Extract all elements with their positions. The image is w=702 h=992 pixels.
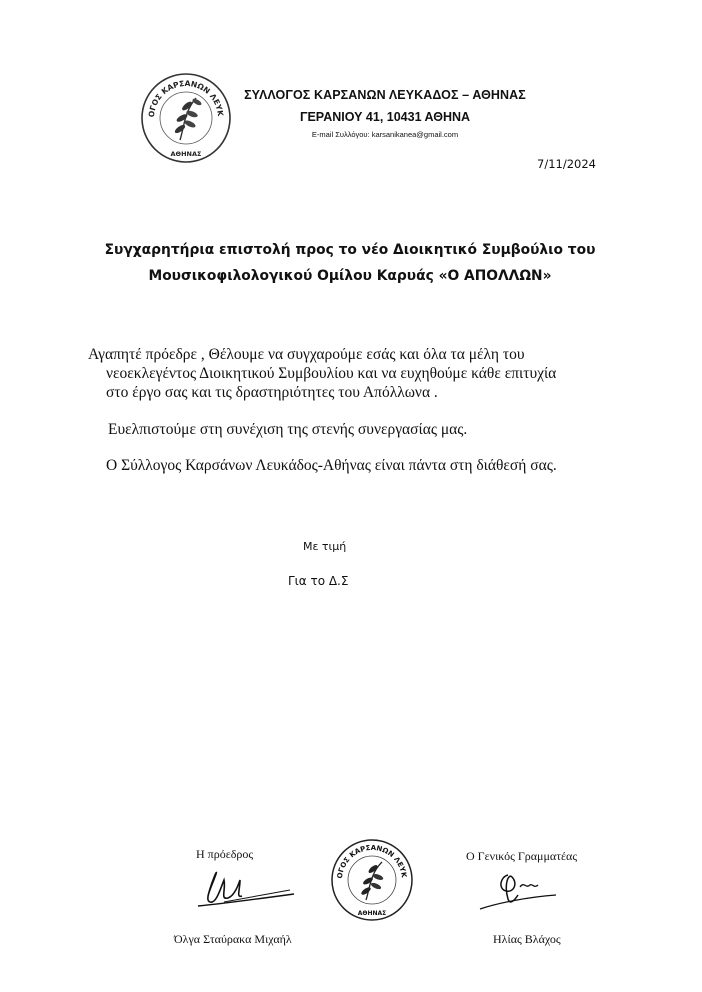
title-line-1: Συγχαρητήρια επιστολή προς το νέο Διοικητικό Συμβούλιο του <box>104 242 596 258</box>
president-name: Όλγα Σταύρακα Μιχαήλ <box>174 932 292 946</box>
organization-header <box>240 88 530 139</box>
body-paragraph-1 <box>88 345 608 402</box>
body-paragraph-3: Ο Σύλλογος Καρσάνων Λευκάδος-Αθήνας είναι πάντα στη διάθεσή σας. <box>106 457 557 474</box>
body-paragraph-2: Ευελπιστούμε στη συνέχιση της στενής συνεργασίας μας. <box>108 421 468 438</box>
secretary-signature <box>478 865 558 915</box>
emblem-bottom-text: ΑΘΗΝΑΣ <box>170 150 202 158</box>
president-title: Η πρόεδρος <box>196 847 254 861</box>
letter-title <box>90 237 610 289</box>
stamp-bottom-text: ΑΘΗΝΑΣ <box>357 910 387 917</box>
president-signature <box>190 860 300 920</box>
closing-on-behalf: Για το Δ.Σ <box>288 574 349 588</box>
paragraph-1-line-1: Αγαπητέ πρόεδρε , Θέλουμε να συγχαρούμε εσάς και όλα τα μέλη του <box>88 346 525 363</box>
svg-text:ΣΥΛΛΟΓΟΣ ΚΑΡΣΑΝΩΝ ΛΕΥΚΑΔΟΣ <box>330 838 408 879</box>
association-stamp-icon <box>330 838 414 922</box>
secretary-name: Ηλίας Βλάχος <box>493 932 561 946</box>
association-emblem-icon <box>140 72 232 164</box>
organization-name: ΣΥΛΛΟΓΟΣ ΚΑΡΣΑΝΩΝ ΛΕΥΚΑΔΟΣ – ΑΘΗΝΑΣ <box>244 88 526 102</box>
svg-text:ΣΥΛΛΟΓΟΣ ΚΑΡΣΑΝΩΝ ΛΕΥΚΑΔΟΣ <box>140 72 225 118</box>
letter-date: 7/11/2024 <box>537 157 596 171</box>
emblem-arc-text: ΟΓΟΣ ΚΑΡΣΑΝΩΝ ΛΕΥΚ <box>146 78 226 118</box>
organization-address: ΓΕΡΑΝΙΟΥ 41, 10431 ΑΘΗΝΑ <box>299 110 471 124</box>
paragraph-1-line-2: νεοεκλεγέντος Διοικητικού Συμβουλίου και να ευχηθούμε κάθε επιτυχία <box>106 365 557 382</box>
paragraph-1-line-3: στο έργο σας και τις δραστηριότητες του Απόλλωνα . <box>106 384 438 401</box>
organization-email: E-mail Συλλόγου: karsanikanea@gmail.com <box>311 130 459 139</box>
title-line-2: Μουσικοφιλολογικού Ομίλου Καρυάς «Ο ΑΠΟΛΛΩΝ» <box>148 268 552 284</box>
stamp-arc-text: ΟΓΟΣ ΚΑΡΣΑΝΩΝ ΛΕΥΚ <box>335 843 408 880</box>
secretary-title: Ο Γενικός Γραμματέας <box>466 849 578 863</box>
closing-regards: Με τιμή <box>303 540 347 553</box>
